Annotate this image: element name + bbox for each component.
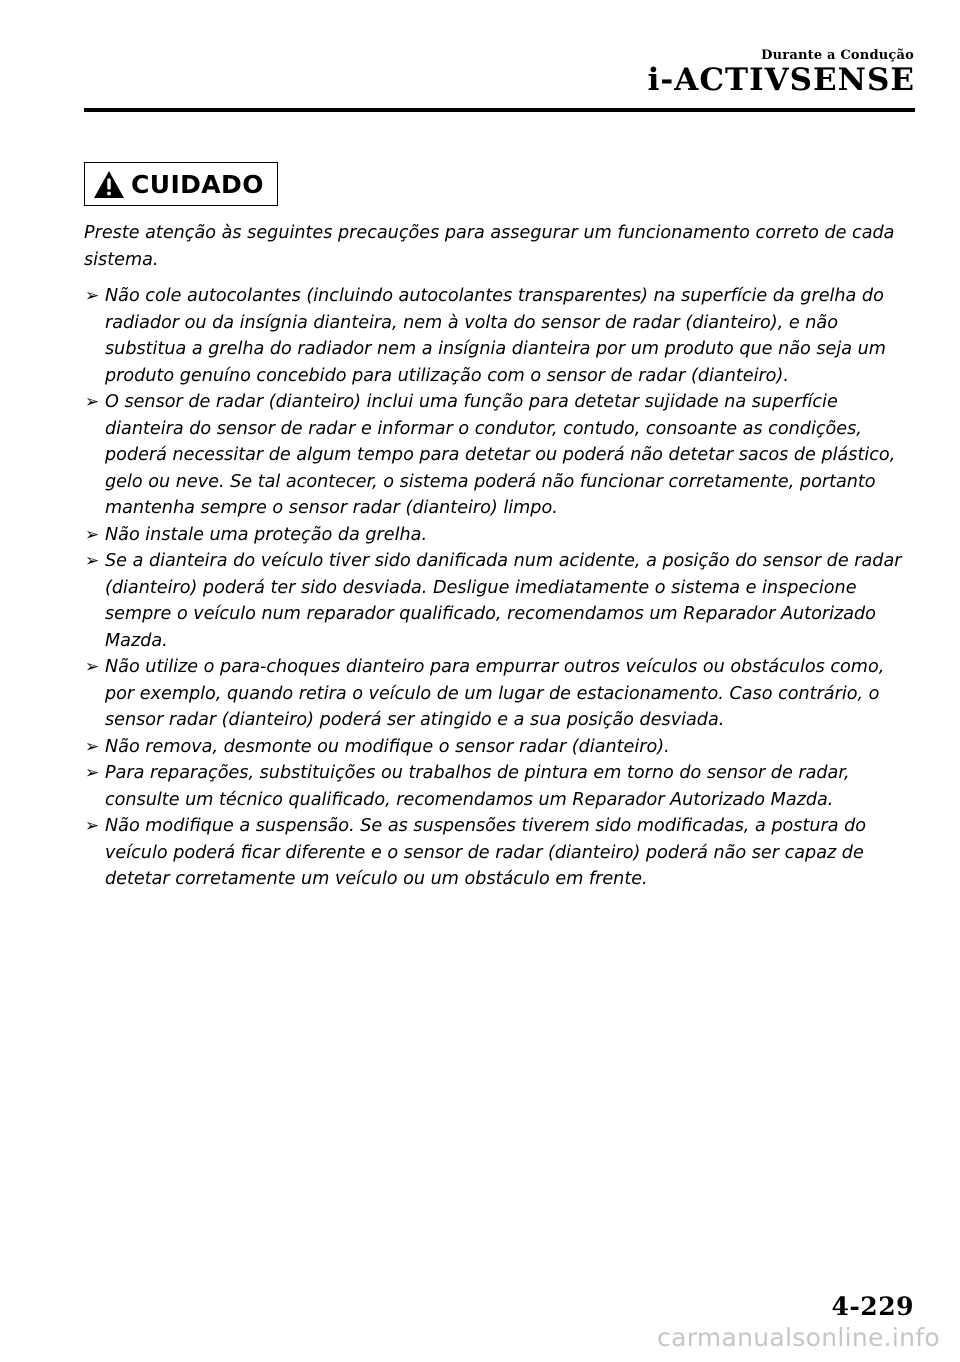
bullet-arrow-icon: ➢ [85,736,100,757]
list-item [84,813,904,893]
bullet-arrow-icon: ➢ [85,763,100,783]
bullet-arrow-icon: ➢ [85,524,100,545]
page-number: 4-229 [831,1292,914,1321]
caution-box [84,162,278,206]
watermark: carmanualsonline.info [657,1323,940,1352]
header-section: Durante a Condução [761,48,914,63]
list-item [84,760,904,813]
header-title: i-ACTIVSENSE [647,62,915,98]
header-rule [84,108,915,112]
bullet-arrow-icon: ➢ [85,392,100,412]
list-item-text: Para reparações, substituições ou trabalhos de pintura em torno do sensor de radar, consulte um técnico qualificado, recomendamos um Reparador Autorizado Mazda. [105,763,850,810]
intro-text: Preste atenção às seguintes precauções para assegurar um funcionamento correto de cada sistema. [84,223,895,270]
list-item [84,734,904,761]
list-item-text: O sensor de radar (dianteiro) inclui uma função para detetar sujidade na superfície dianteira do sensor de radar e informar o condutor, contudo, consoante as condições, poderá necessitar de algum tempo para detetar ou poderá não detetar sacos de plástico, gelo ou neve. Se tal acontecer, o sistema poderá não funcionar corretamente, portanto mantenha sempre o sensor radar (dianteiro) limpo. [105,392,896,518]
caution-content [84,220,904,893]
list-item [84,654,904,734]
precautions-list [84,283,904,893]
bullet-arrow-icon: ➢ [85,551,100,571]
list-item-text: Não modifique a suspensão. Se as suspensões tiverem sido modificadas, a postura do veículo poderá ficar diferente e o sensor de radar (dianteiro) poderá não ser capaz de detetar corretamente um veículo ou um obstáculo em frente. [105,816,867,889]
bullet-arrow-icon: ➢ [85,657,100,677]
warning-triangle-icon [93,170,125,199]
list-item [84,548,904,654]
list-item-text: Não utilize o para-choques dianteiro para empurrar outros veículos ou obstáculos como, por exemplo, quando retira o veículo de um lugar de estacionamento. Caso contrário, o sensor radar (dianteiro) poderá ser atingido e a sua posição desviada. [105,657,885,730]
list-item-text: Não cole autocolantes (incluindo autocolantes transparentes) na superfície da grelha do radiador ou da insígnia dianteira, nem à volta do sensor de radar (dianteiro), e não substitua a grelha do radiador nem a insígnia dianteira por um produto que não seja um produto genuíno concebido para utilização com o sensor de radar (dianteiro). [105,286,886,386]
bullet-arrow-icon: ➢ [85,816,100,836]
list-item [84,389,904,522]
list-item-text: Se a dianteira do veículo tiver sido danificada num acidente, a posição do sensor de radar (dianteiro) poderá ter sido desviada. Desligue imediatamente o sistema e inspecione sempre o veículo num reparador qualificado, recomendamos um Reparador Autorizado Mazda. [105,551,902,651]
list-item [84,522,904,549]
list-item-text: Não remova, desmonte ou modifique o sensor radar (dianteiro). [105,736,670,757]
bullet-arrow-icon: ➢ [85,286,100,306]
list-item [84,283,904,389]
caution-label: CUIDADO [131,169,264,199]
list-item-text: Não instale uma proteção da grelha. [105,524,428,545]
